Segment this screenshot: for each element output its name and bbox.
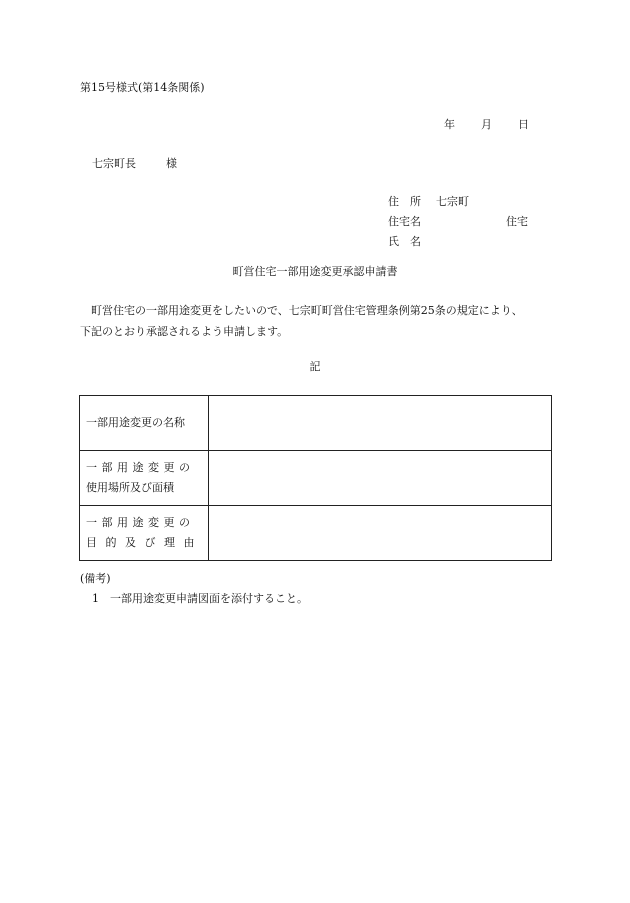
applicant-address-label: 住 所 [388,195,421,208]
date-line [444,118,529,132]
applicant-residence-suffix: 住宅 [506,215,528,228]
remarks-item: 1 一部用途変更申請図面を添付すること。 [92,592,308,605]
row-value-cell[interactable] [209,451,552,506]
form-number: 第15号様式(第14条関係) [80,81,205,94]
applicant-residence-label: 住宅名 [388,215,421,228]
row-label-line: 一部用途変更の [86,516,195,529]
date-month-label: 月 [481,118,492,131]
body-text [80,300,560,342]
application-table [79,395,552,561]
addressee-honorific: 様 [166,157,177,170]
row-label [80,506,209,561]
applicant-residence-row [388,212,528,232]
applicant-address-row [388,192,528,212]
applicant-name-label: 氏 名 [388,235,421,248]
row-label [80,451,209,506]
ki-heading: 記 [309,360,321,373]
remarks-heading: (備考) [80,572,111,585]
row-label-line: 一部用途変更の [86,461,195,474]
table-row [80,451,552,506]
date-year-label: 年 [444,118,455,131]
body-line-1: 町営住宅の一部用途変更をしたいので、七宗町町営住宅管理条例第25条の規定により、 [91,304,523,317]
applicant-block [388,192,528,252]
table-row [80,506,552,561]
applicant-name-row [388,232,528,252]
row-value-cell[interactable] [209,396,552,451]
addressee-name: 七宗町長 [92,157,136,170]
row-value-cell[interactable] [209,506,552,561]
body-line-2: 下記のとおり承認されるよう申請します。 [80,325,289,338]
date-day-label: 日 [518,118,529,131]
row-label-line: 一部用途変更の名称 [86,416,185,429]
addressee [92,157,177,171]
table-row [80,396,552,451]
row-label [80,396,209,451]
document-title: 町営住宅一部用途変更承認申請書 [232,265,398,278]
row-label-line: 使用場所及び面積 [86,481,174,494]
row-label-line: 目的及び理由 [86,536,203,549]
applicant-address-value: 七宗町 [436,195,469,208]
